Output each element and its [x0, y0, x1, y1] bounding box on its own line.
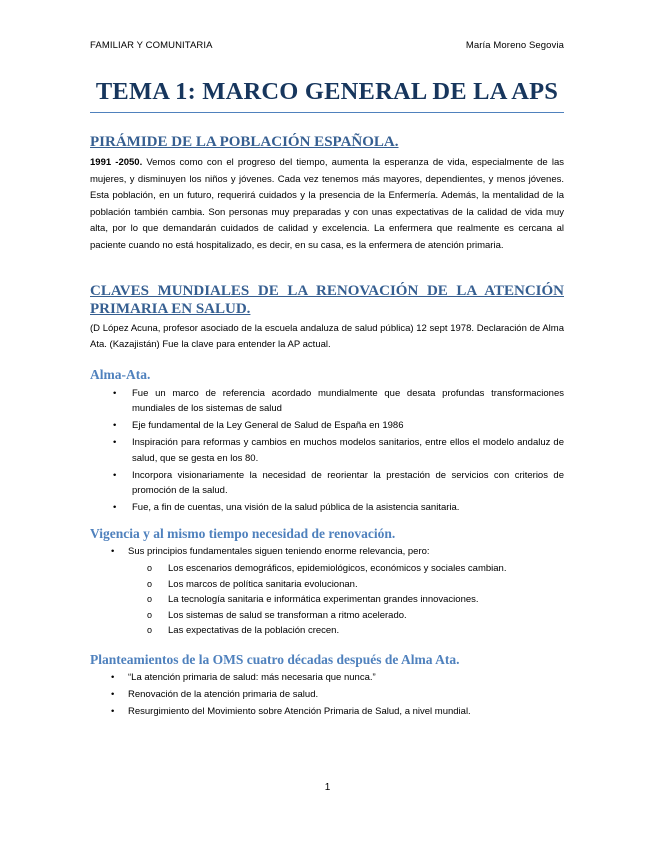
- sublist-item: o La tecnología sanitaria e informática experimentan grandes innovaciones.: [90, 592, 564, 608]
- section-paragraph-piramide: [90, 155, 564, 255]
- list-item: • Fue, a fin de cuentas, una visión de la salud pública de la asistencia sanitaria.: [90, 500, 564, 516]
- document-body: [90, 133, 564, 721]
- oms-list: [90, 670, 564, 720]
- sublist-item: o Los escenarios demográficos, epidemiológicos, económicos y sociales cambian.: [90, 561, 564, 577]
- page-number: 1: [324, 782, 331, 793]
- vigencia-sublist: [90, 561, 564, 639]
- paragraph-bold-lead: 1991 -2050.: [90, 157, 143, 168]
- subheading-oms: Planteamientos de la OMS cuatro décadas después de Alma Ata.: [90, 652, 460, 668]
- paragraph-text: Vemos como con el progreso del tiempo, aumenta la esperanza de vida, especialmente de las mujeres, y disminuyen los niños y jóvenes. Cada vez tenemos más mayores, dependientes, y menos jóvenes. Esta población, en un futuro, requerirá cuidados y la presencia de la Enfermería. Además, la mentalidad de la población también cambia. Son personas muy preparadas y con unas expectativas de la calidad de vida muy alta, por lo que demandarán cuidados de calidad y excelencia. La enfermera que realmente es cercana al paciente cuando no está hospitalizado, es decir, en su casa, es la enfermera de atención primaria.: [90, 157, 564, 251]
- list-item: • “La atención primaria de salud: más necesaria que nunca.”: [90, 670, 564, 686]
- list-item: • Renovación de la atención primaria de salud.: [90, 687, 564, 703]
- sublist-item: o Los marcos de política sanitaria evolucionan.: [90, 577, 564, 593]
- sublist-item: o Los sistemas de salud se transforman a ritmo acelerado.: [90, 608, 564, 624]
- list-item: • Sus principios fundamentales siguen teniendo enorme relevancia, pero:: [90, 544, 564, 560]
- sublist-item: o Las expectativas de la población crecen.: [90, 623, 564, 639]
- header-author: María Moreno Segovia: [465, 40, 564, 51]
- section-heading-piramide: PIRÁMIDE DE LA POBLACIÓN ESPAÑOLA.: [90, 134, 399, 150]
- subheading-alma-ata: Alma-Ata.: [90, 366, 151, 382]
- vigencia-list: [90, 544, 564, 560]
- alma-ata-list: [90, 386, 564, 516]
- list-item: • Fue un marco de referencia acordado mundialmente que desata profundas transformaciones mundiales de los sistemas de salud: [90, 386, 564, 417]
- subheading-vigencia: Vigencia y al mismo tiempo necesidad de renovación.: [90, 526, 396, 542]
- list-item: • Eje fundamental de la Ley General de Salud de España en 1986: [90, 418, 564, 434]
- document-title: TEMA 1: MARCO GENERAL DE LA APS: [90, 78, 564, 113]
- list-item: • Inspiración para reformas y cambios en muchos modelos sanitarios, entre ellos el modelo andaluz de salud, que se gesta en los 80.: [90, 435, 564, 466]
- header-subject: FAMILIAR Y COMUNITARIA: [90, 40, 213, 51]
- section-paragraph-claves: (D López Acuna, profesor asociado de la escuela andaluza de salud pública) 12 sept 1978. Declaración de Alma Ata. (Kazajistán) Fue la clave para entender la AP actual.: [90, 322, 564, 351]
- section-heading-claves: CLAVES MUNDIALES DE LA RENOVACIÓN DE LA ATENCIÓN PRIMARIA EN SALUD.: [90, 282, 564, 317]
- list-item: • Resurgimiento del Movimiento sobre Atención Primaria de Salud, a nivel mundial.: [90, 704, 564, 720]
- page-header: [90, 40, 564, 51]
- list-item: • Incorpora visionariamente la necesidad de reorientar la prestación de servicios con criterios de promoción de la salud.: [90, 468, 564, 499]
